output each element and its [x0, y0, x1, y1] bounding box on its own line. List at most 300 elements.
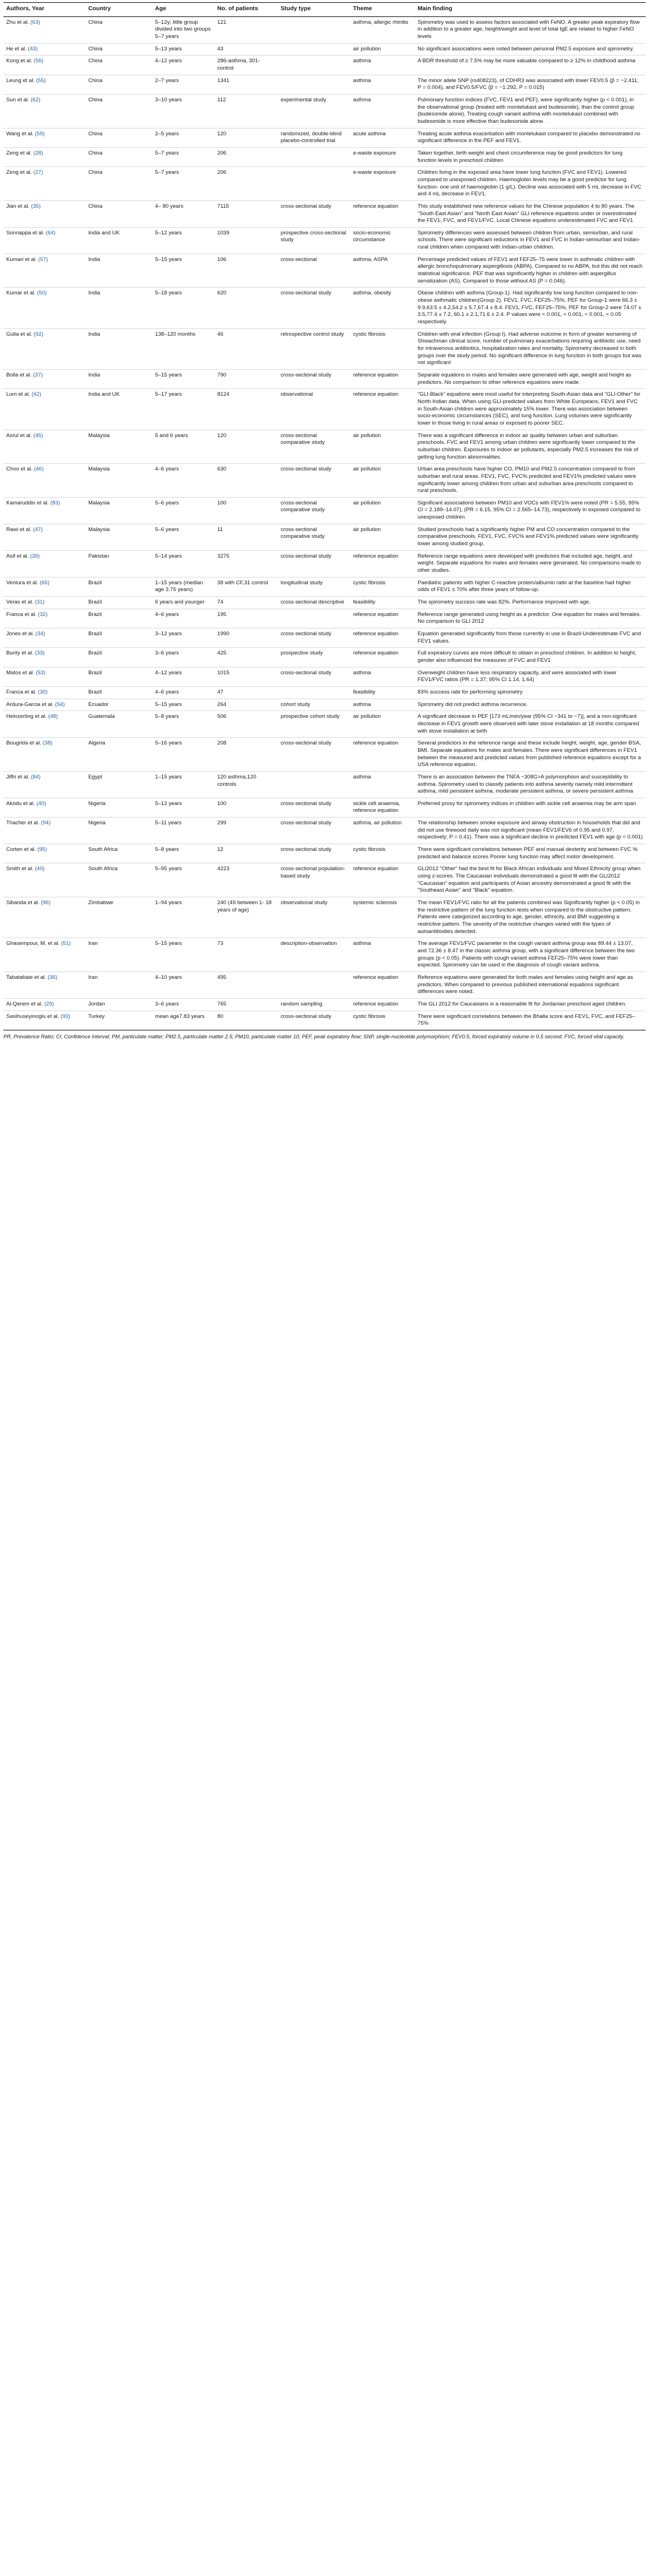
- table-row: [3, 524, 646, 550]
- cell-theme: asthma, ASPA: [350, 254, 415, 288]
- cell-author: [3, 998, 85, 1011]
- cell-main-finding: Spirometry differences were assessed between children from urban, semiurban, and rural schools. There were significant reductions in FEV1 and FVC in Indian-semiurban and Indian-rural children when compared with Indian-urban children.: [415, 227, 646, 254]
- cell-country: India: [85, 254, 152, 288]
- reference-link[interactable]: (31): [35, 599, 45, 606]
- reference-link[interactable]: (64): [45, 229, 55, 236]
- cell-study-type: [278, 147, 350, 166]
- cell-author: [3, 369, 85, 388]
- reference-link[interactable]: (47): [33, 526, 43, 533]
- cell-age: 5–15 years: [152, 369, 214, 388]
- author-name: Kong et al.: [6, 58, 32, 65]
- cell-author: [3, 938, 85, 972]
- table-row: [3, 648, 646, 667]
- cell-author: [3, 771, 85, 798]
- reference-link[interactable]: (65): [40, 579, 50, 586]
- cell-main-finding: Spirometry was used to assess factors associated with FeNO. A greater peak expiratory flow in addition to a greater age, height/weight and level of total IgE are related to higher FeNO levels: [415, 16, 646, 43]
- cell-main-finding: Preferred proxy for spirometry indices in children with sickle cell anaemia may be arm span: [415, 798, 646, 817]
- cell-study-type: random sampling: [278, 998, 350, 1011]
- table-row: [3, 609, 646, 628]
- cell-age: 1–94 years: [152, 897, 214, 938]
- cell-age: 5–12y; little group divided into two groups 5–7 years: [152, 16, 214, 43]
- author-name: Veras et al.: [6, 599, 33, 606]
- cell-theme: reference equation: [350, 369, 415, 388]
- reference-link[interactable]: (53): [36, 669, 46, 676]
- reference-link[interactable]: (46): [34, 466, 44, 473]
- cell-theme: asthma: [350, 94, 415, 128]
- cell-patients: 1341: [214, 75, 278, 94]
- table-row: [3, 369, 646, 388]
- cell-age: 5–15 years: [152, 699, 214, 711]
- table-row: [3, 972, 646, 998]
- reference-link[interactable]: (57): [38, 256, 48, 263]
- table-row: [3, 167, 646, 201]
- reference-link[interactable]: (50): [37, 290, 47, 297]
- cell-main-finding: A significant decrease in PEF [173 mL/min/year (95% CI −341 to −7)], and a non-significant decrease in FEV1 growth were observed with later stove installation at 18 months compared with stove installation at birth: [415, 711, 646, 738]
- reference-link[interactable]: (48): [48, 713, 58, 720]
- reference-link[interactable]: (36): [48, 974, 58, 981]
- reference-link[interactable]: (40): [36, 800, 46, 807]
- cell-main-finding: 83% success rate for performing spirometry: [415, 686, 646, 699]
- cell-age: 6 years and younger: [152, 597, 214, 609]
- cell-main-finding: A BDR threshold of ≥ 7.5% may be more valuable compared to ≥ 12% in childhood asthma: [415, 55, 646, 75]
- cell-main-finding: Overweight children have less respiratory capacity, and were associated with lower FEV1/FVC ratios (PR = 1.37; 95% CI 1.14, 1.64): [415, 667, 646, 686]
- table-row: [3, 16, 646, 43]
- cell-country: South Africa: [85, 844, 152, 863]
- cell-country: India: [85, 369, 152, 388]
- cell-country: Nigeria: [85, 798, 152, 817]
- author-name: Jones et al.: [6, 631, 35, 637]
- cell-main-finding: The mean FEV1/FVC ratio for all the patients combined was Significantly higher (p < 0.05) in the restrictive pattern of the lung function tests when compared to the obstructive pattern. Patients were categorized according to age, gender, ethnicity, and BMI suggesting a restrictive pattern. The severity of the restrictive changes varied with the types of autoantibodies detected.: [415, 897, 646, 938]
- cell-theme: reference equation: [350, 738, 415, 772]
- author-name: Kumar et al.: [6, 290, 36, 297]
- author-name: Bolla et al.: [6, 371, 32, 378]
- cell-patients: 790: [214, 369, 278, 388]
- table-row: [3, 844, 646, 863]
- cell-age: 5–12 years: [152, 227, 214, 254]
- cell-patients: 264: [214, 699, 278, 711]
- cell-age: 5–95 years: [152, 863, 214, 897]
- cell-main-finding: Percentage predicted values of FEV1 and FEF25–75 were lower in asthmatic children with allergic bronchopulmonary aspergillosis (ABPA). Compared to no ABPA, but this did not reach statistical significance. PEF that was significantly higher in children with aspergillus sensitization (AS). Compared to those without AS (P = 0.046).: [415, 254, 646, 288]
- cell-study-type: cross-sectional study: [278, 844, 350, 863]
- cell-study-type: [278, 43, 350, 55]
- cell-theme: cystic fibrosis: [350, 844, 415, 863]
- table-row: [3, 55, 646, 75]
- cell-country: Brazil: [85, 686, 152, 699]
- cell-patients: 4223: [214, 863, 278, 897]
- author-name: Matos et al.: [6, 669, 35, 676]
- table-row: [3, 288, 646, 328]
- cell-author: [3, 128, 85, 147]
- cell-author: [3, 288, 85, 328]
- cell-age: 3–6 years: [152, 998, 214, 1011]
- author-name: Burity et al.: [6, 650, 33, 657]
- cell-country: Algeria: [85, 738, 152, 772]
- author-name: Bougrida et al.: [6, 740, 41, 747]
- cell-study-type: cross-sectional study: [278, 798, 350, 817]
- reference-link[interactable]: (45): [33, 432, 44, 439]
- author-name: Gulla et al.: [6, 331, 32, 337]
- header-authors: Authors, Year: [3, 3, 85, 17]
- table-row: [3, 497, 646, 524]
- reference-link[interactable]: (56): [33, 58, 44, 65]
- cell-theme: asthma: [350, 75, 415, 94]
- reference-link[interactable]: (35): [31, 203, 41, 209]
- cell-study-type: cross-sectional study: [278, 667, 350, 686]
- cell-author: [3, 597, 85, 609]
- cell-patients: 299: [214, 818, 278, 844]
- header-row: [3, 3, 646, 17]
- reference-link[interactable]: (83): [50, 499, 60, 506]
- cell-theme: reference equation: [350, 609, 415, 628]
- header-study-type: Study type: [278, 3, 350, 17]
- cell-author: [3, 254, 85, 288]
- reference-link[interactable]: (51): [61, 940, 71, 947]
- cell-theme: reference equation: [350, 648, 415, 667]
- table-row: [3, 1011, 646, 1030]
- cell-author: [3, 497, 85, 524]
- cell-theme: reference equation: [350, 550, 415, 577]
- cell-study-type: [278, 55, 350, 75]
- cell-country: Malaysia: [85, 524, 152, 550]
- cell-country: China: [85, 128, 152, 147]
- cell-author: [3, 844, 85, 863]
- cell-country: China: [85, 16, 152, 43]
- cell-theme: reference equation: [350, 972, 415, 998]
- cell-study-type: cross-sectional study: [278, 738, 350, 772]
- cell-author: [3, 16, 85, 43]
- cell-age: 5–13 years: [152, 43, 214, 55]
- cell-theme: asthma: [350, 699, 415, 711]
- reference-link[interactable]: (63): [30, 19, 40, 25]
- cell-theme: reference equation: [350, 628, 415, 648]
- cell-patients: 195: [214, 609, 278, 628]
- table-header: [3, 3, 646, 17]
- table-row: [3, 550, 646, 577]
- cell-patients: 106: [214, 254, 278, 288]
- cell-country: Nigeria: [85, 818, 152, 844]
- cell-patients: 43: [214, 43, 278, 55]
- author-name: Leung et al.: [6, 77, 35, 84]
- author-name: Heinzerling et al.: [6, 713, 47, 720]
- reference-link[interactable]: (92): [33, 331, 44, 337]
- cell-patients: 38 with CF,31 control: [214, 577, 278, 596]
- author-name: Ventura et al.: [6, 579, 38, 586]
- reference-link[interactable]: (55): [36, 77, 46, 84]
- cell-author: [3, 628, 85, 648]
- cell-theme: socio-economic circumstance: [350, 227, 415, 254]
- cell-patients: 620: [214, 288, 278, 328]
- cell-country: India: [85, 328, 152, 369]
- cell-main-finding: This study established new reference values for the Chinese population 4 to 80 years. The "South East Asian" and "North East Asian" GLI reference equations under or overestimated the FEV1, FVC, and FEV1/FVC. Local Chinese equations underestimated FVC and FEV1: [415, 200, 646, 227]
- author-name: Ardura-Garcia et al.: [6, 701, 54, 708]
- cell-theme: cystic fibrosis: [350, 1011, 415, 1030]
- reference-link[interactable]: (84): [31, 773, 41, 780]
- cell-patients: 74: [214, 597, 278, 609]
- reference-link[interactable]: (40): [35, 866, 45, 872]
- cell-country: China: [85, 200, 152, 227]
- cell-study-type: cross-sectional study: [278, 818, 350, 844]
- cell-study-type: [278, 972, 350, 998]
- cell-main-finding: GLI2012 "Other" had the best fit for Black African individuals and Mixed Ethnicity group when using z-scores. The Caucasian individuals demonstrated a good fit with the GLI2012 "Caucasian" equation and participants of Asian ancestry demonstrated a good fit with the "Southeast Asian" and "Black" equation.: [415, 863, 646, 897]
- cell-author: [3, 464, 85, 498]
- cell-study-type: cross-sectional study: [278, 464, 350, 498]
- reference-link[interactable]: (32): [38, 611, 48, 618]
- author-name: He et al.: [6, 45, 27, 52]
- cell-study-type: cross-sectional study: [278, 550, 350, 577]
- author-name: Lum et al.: [6, 391, 31, 398]
- author-name: Zhu et al.: [6, 19, 29, 25]
- table-row: [3, 227, 646, 254]
- cell-patients: 112: [214, 94, 278, 128]
- cell-country: China: [85, 167, 152, 201]
- cell-study-type: cohort study: [278, 699, 350, 711]
- cell-age: 5–14 years: [152, 550, 214, 577]
- author-name: Choo et al.: [6, 466, 33, 473]
- cell-theme: air pollution: [350, 430, 415, 464]
- cell-main-finding: There were significant correlations between the Bhalla score and FEV1, FVC, and FEF25–75%: [415, 1011, 646, 1030]
- cell-theme: asthma: [350, 938, 415, 972]
- reference-link[interactable]: (37): [33, 371, 43, 378]
- cell-study-type: cross-sectional comparative study: [278, 524, 350, 550]
- cell-age: 4–12 years: [152, 55, 214, 75]
- cell-author: [3, 818, 85, 844]
- cell-country: China: [85, 43, 152, 55]
- cell-main-finding: Children living in the exposed area have lower lung function (FVC and FEV1). Lowered compared to unexposed children. Haemoglobin levels may be a good predictor for lung function- one unit of haemoglobin (1 g/L). Decline was associated with 5 mL decrease in FVC and 4 mL decrease in FEV1.: [415, 167, 646, 201]
- cell-main-finding: Equation generated significantly from those currently in use in Brazil-Underestimate FVC and FEV1 values.: [415, 628, 646, 648]
- cell-theme: reference equation: [350, 863, 415, 897]
- cell-study-type: longitudinal study: [278, 577, 350, 596]
- cell-theme: air pollution: [350, 524, 415, 550]
- cell-main-finding: The spirometry success rate was 82%. Performance improved with age.: [415, 597, 646, 609]
- cell-patients: 100: [214, 798, 278, 817]
- cell-patients: 120 asthma,120 controls: [214, 771, 278, 798]
- reference-link[interactable]: (43): [28, 45, 38, 52]
- cell-age: 4–6 years: [152, 686, 214, 699]
- author-name: Asif et al.: [6, 553, 29, 559]
- cell-country: Guatemala: [85, 711, 152, 738]
- table-row: [3, 711, 646, 738]
- author-name: Kamaruddin et al.: [6, 499, 49, 506]
- cell-main-finding: Treating acute asthma exacerbation with montelukast compared to placebo demonstrated no significant difference in the PEF and FEV1.: [415, 128, 646, 147]
- cell-age: 138–120 months: [152, 328, 214, 369]
- cell-main-finding: Urban area preschools have higher CO, PM10 and PM2.5 concentration compared to from suburban and rural areas. FEV1, FVC, FVC% predicted and FEV1% predicted values were significantly lower among children from urban and suburban area preschools compared to rural preschools.: [415, 464, 646, 498]
- author-name: Tabatabaie et al.: [6, 974, 46, 981]
- table-row: [3, 798, 646, 817]
- reference-link[interactable]: (54): [55, 701, 65, 708]
- cell-main-finding: The relationship between smoke exposure and airway obstruction in households that did and did not use firewood daily was not significant (mean FEV1/FEV6 of 0.95 and 0.97, respectively; P = 0.41). There was a significant decline in predicted FEV1 with age (p < 0.001): [415, 818, 646, 844]
- cell-age: 5–15 years: [152, 938, 214, 972]
- table-row: [3, 863, 646, 897]
- cell-main-finding: Reference equations were generated for both males and females using height and age as predictors. When compared to previous published international equations significant differences were noted.: [415, 972, 646, 998]
- cell-study-type: description-observation: [278, 938, 350, 972]
- cell-theme: asthma: [350, 55, 415, 75]
- reference-link[interactable]: (62): [31, 96, 41, 103]
- cell-age: 5–17 years: [152, 389, 214, 430]
- cell-country: Brazil: [85, 597, 152, 609]
- cell-theme: reference equation: [350, 389, 415, 430]
- cell-country: India and UK: [85, 227, 152, 254]
- cell-country: India: [85, 288, 152, 328]
- cell-patients: 47: [214, 686, 278, 699]
- cell-main-finding: There was a significant difference in indoor air quality between urban and suburban preschools. FVC and FEV1 among urban children were significantly lower compared to the suburban children. Exposures to indoor air pollutants, especially PM2.5 increases the risk of getting lung function abnormalities.: [415, 430, 646, 464]
- cell-patients: 1990: [214, 628, 278, 648]
- author-name: Smith et al.: [6, 866, 33, 872]
- cell-author: [3, 227, 85, 254]
- cell-country: Malaysia: [85, 497, 152, 524]
- cell-study-type: cross-sectional: [278, 254, 350, 288]
- cell-patients: 120: [214, 128, 278, 147]
- cell-country: China: [85, 94, 152, 128]
- cell-patients: 206: [214, 147, 278, 166]
- reference-link[interactable]: (93): [61, 1013, 71, 1020]
- cell-age: 5–15 years: [152, 254, 214, 288]
- cell-theme: air pollution: [350, 464, 415, 498]
- author-name: Al-Qerem et al.: [6, 1000, 43, 1007]
- cell-patients: 1015: [214, 667, 278, 686]
- reference-link[interactable]: (94): [41, 820, 51, 827]
- cell-patients: 630: [214, 464, 278, 498]
- cell-patients: 12: [214, 844, 278, 863]
- cell-age: 2–7 years: [152, 75, 214, 94]
- document: [0, 0, 649, 1045]
- header-theme: Theme: [350, 3, 415, 17]
- cell-theme: asthma, allergic rhinitis: [350, 16, 415, 43]
- cell-author: [3, 167, 85, 201]
- cell-study-type: cross-sectional descriptive: [278, 597, 350, 609]
- reference-link[interactable]: (34): [35, 631, 45, 637]
- cell-study-type: prospective cross-sectional study: [278, 227, 350, 254]
- table-row: [3, 577, 646, 596]
- reference-link[interactable]: (29): [44, 1000, 54, 1007]
- table-row: [3, 464, 646, 498]
- table-row: [3, 200, 646, 227]
- cell-age: 5–7 years: [152, 147, 214, 166]
- cell-study-type: [278, 75, 350, 94]
- cell-patients: 3275: [214, 550, 278, 577]
- cell-country: Turkey: [85, 1011, 152, 1030]
- reference-link[interactable]: (27): [33, 169, 44, 176]
- cell-country: Zimbabwe: [85, 897, 152, 938]
- cell-author: [3, 430, 85, 464]
- author-name: Corten et al.: [6, 846, 36, 853]
- reference-link[interactable]: (38): [42, 740, 53, 747]
- cell-author: [3, 524, 85, 550]
- reference-link[interactable]: (59): [35, 130, 45, 137]
- table-row: [3, 628, 646, 648]
- reference-link[interactable]: (30): [38, 688, 48, 695]
- cell-country: Brazil: [85, 628, 152, 648]
- cell-country: Brazil: [85, 648, 152, 667]
- cell-age: 5–12 years: [152, 798, 214, 817]
- header-patients: No. of patients: [214, 3, 278, 17]
- cell-main-finding: Several predictors in the reference range and these include height, weight, age, gender BSA, BMI. Separate equations for males and females. There were significant differences in FEV1 between the measured and predicted values from published reference equations except for a USA reference equation.: [415, 738, 646, 772]
- author-name: Sonnappa et al.: [6, 229, 45, 236]
- cell-study-type: [278, 686, 350, 699]
- table-row: [3, 128, 646, 147]
- cell-study-type: [278, 771, 350, 798]
- cell-age: 5–18 years: [152, 288, 214, 328]
- cell-study-type: observational: [278, 389, 350, 430]
- cell-age: 5–8 years: [152, 711, 214, 738]
- cell-age: 4–6 years: [152, 464, 214, 498]
- author-name: Franca et al.: [6, 611, 37, 618]
- cell-author: [3, 686, 85, 699]
- cell-age: 5–8 years: [152, 844, 214, 863]
- cell-main-finding: There were significant correlations between PEF and manual dexterity and between FVC % predicted and balance scores Poorer lung function may affect motor development.: [415, 844, 646, 863]
- cell-theme: reference equation: [350, 998, 415, 1011]
- author-name: Wang et al.: [6, 130, 34, 137]
- reference-link[interactable]: (96): [41, 900, 51, 906]
- cell-author: [3, 738, 85, 772]
- reference-link[interactable]: (39): [30, 553, 40, 559]
- cell-main-finding: "GLI-Black" equations were most useful for interpreting South-Asian data and "GLI-Other" for North Indian data. When using GLI-predicted values from White Europeans, FEV1 and FVC in South-Asian children were approximately 15% lower. There was association between socio-economic circumstances (SEC), and lung function. Lung volumes were significantly lower in those living in rural areas or exposed to poorer SEC.: [415, 389, 646, 430]
- cell-theme: air pollution: [350, 43, 415, 55]
- cell-theme: asthma: [350, 667, 415, 686]
- cell-study-type: cross-sectional comparative study: [278, 430, 350, 464]
- cell-patients: 11: [214, 524, 278, 550]
- reference-link[interactable]: (28): [33, 149, 44, 156]
- table-row: [3, 998, 646, 1011]
- cell-age: 1–15 years: [152, 771, 214, 798]
- cell-author: [3, 75, 85, 94]
- cell-author: [3, 577, 85, 596]
- table-row: [3, 686, 646, 699]
- cell-author: [3, 609, 85, 628]
- cell-theme: sickle cell anaemia, reference equation: [350, 798, 415, 817]
- author-name: Thacher et al.: [6, 820, 40, 827]
- cell-author: [3, 699, 85, 711]
- reference-link[interactable]: (42): [31, 391, 41, 398]
- cell-main-finding: Reference range generated using height as a predictor. One equation for males and females. No comparison to GLI 2012: [415, 609, 646, 628]
- table-row: [3, 328, 646, 369]
- cell-main-finding: Children with viral infection (Group I). Had adverse outcome in form of greater worsening of Shwachman clinical score, number of pulmonary exacerbations requiring antibiotic use, need for intravenous antibiotics, hospitalization rates and mortality. Spirometry decreased in both groups over the study period. No significant difference in lung function in both groups but was not significant: [415, 328, 646, 369]
- author-name: Rawi et al.: [6, 526, 32, 533]
- cell-main-finding: There is an association between the TNFA −308G>A polymorphism and susceptibility to asthma. Spirometry used to classify patients into asthma severity namely mild intermittent asthma, mild persistent asthma, moderate persistent asthma, or severe persistent asthma: [415, 771, 646, 798]
- cell-patients: 121: [214, 16, 278, 43]
- cell-theme: cystic fibrosis: [350, 577, 415, 596]
- cell-author: [3, 328, 85, 369]
- cell-country: Brazil: [85, 667, 152, 686]
- cell-author: [3, 711, 85, 738]
- table-row: [3, 430, 646, 464]
- cell-theme: air pollution: [350, 711, 415, 738]
- table-row: [3, 699, 646, 711]
- table-row: [3, 75, 646, 94]
- cell-country: Pakistan: [85, 550, 152, 577]
- author-name: Akodu et al.: [6, 800, 35, 807]
- cell-patients: 506: [214, 711, 278, 738]
- reference-link[interactable]: (95): [37, 846, 47, 853]
- cell-patients: 765: [214, 998, 278, 1011]
- cell-age: 5–6 years: [152, 497, 214, 524]
- cell-country: Brazil: [85, 577, 152, 596]
- cell-author: [3, 550, 85, 577]
- table-row: [3, 818, 646, 844]
- cell-study-type: cross-sectional study: [278, 200, 350, 227]
- cell-theme: feasibility: [350, 686, 415, 699]
- cell-main-finding: Studied preschools had a significantly higher PM and CO concentration compared to the comparative preschools. FEV1, FVC, FVC% and FEV1% predicted values were significantly lower among studied group.: [415, 524, 646, 550]
- cell-age: 5 and 6 years: [152, 430, 214, 464]
- cell-country: South Africa: [85, 863, 152, 897]
- table-footnote: PR, Prevalence Ratio; CI, Confidence Interval; PM, particulate matter; PM2.5, particulate matter 2.5; PM10, particulate matter 10; PEF, peak expiratory flow; SNP, single-nucleotide polymorphism; FEV0.5, forced expiratory volume in 0.5 second; FVC, forced vital capacity.: [3, 1033, 625, 1039]
- reference-link[interactable]: (33): [35, 650, 45, 657]
- author-name: Sun et al.: [6, 96, 29, 103]
- table-row: [3, 738, 646, 772]
- cell-theme: e-waste exposure: [350, 167, 415, 201]
- cell-patients: 7115: [214, 200, 278, 227]
- cell-patients: 46: [214, 328, 278, 369]
- cell-theme: asthma, air pollution: [350, 818, 415, 844]
